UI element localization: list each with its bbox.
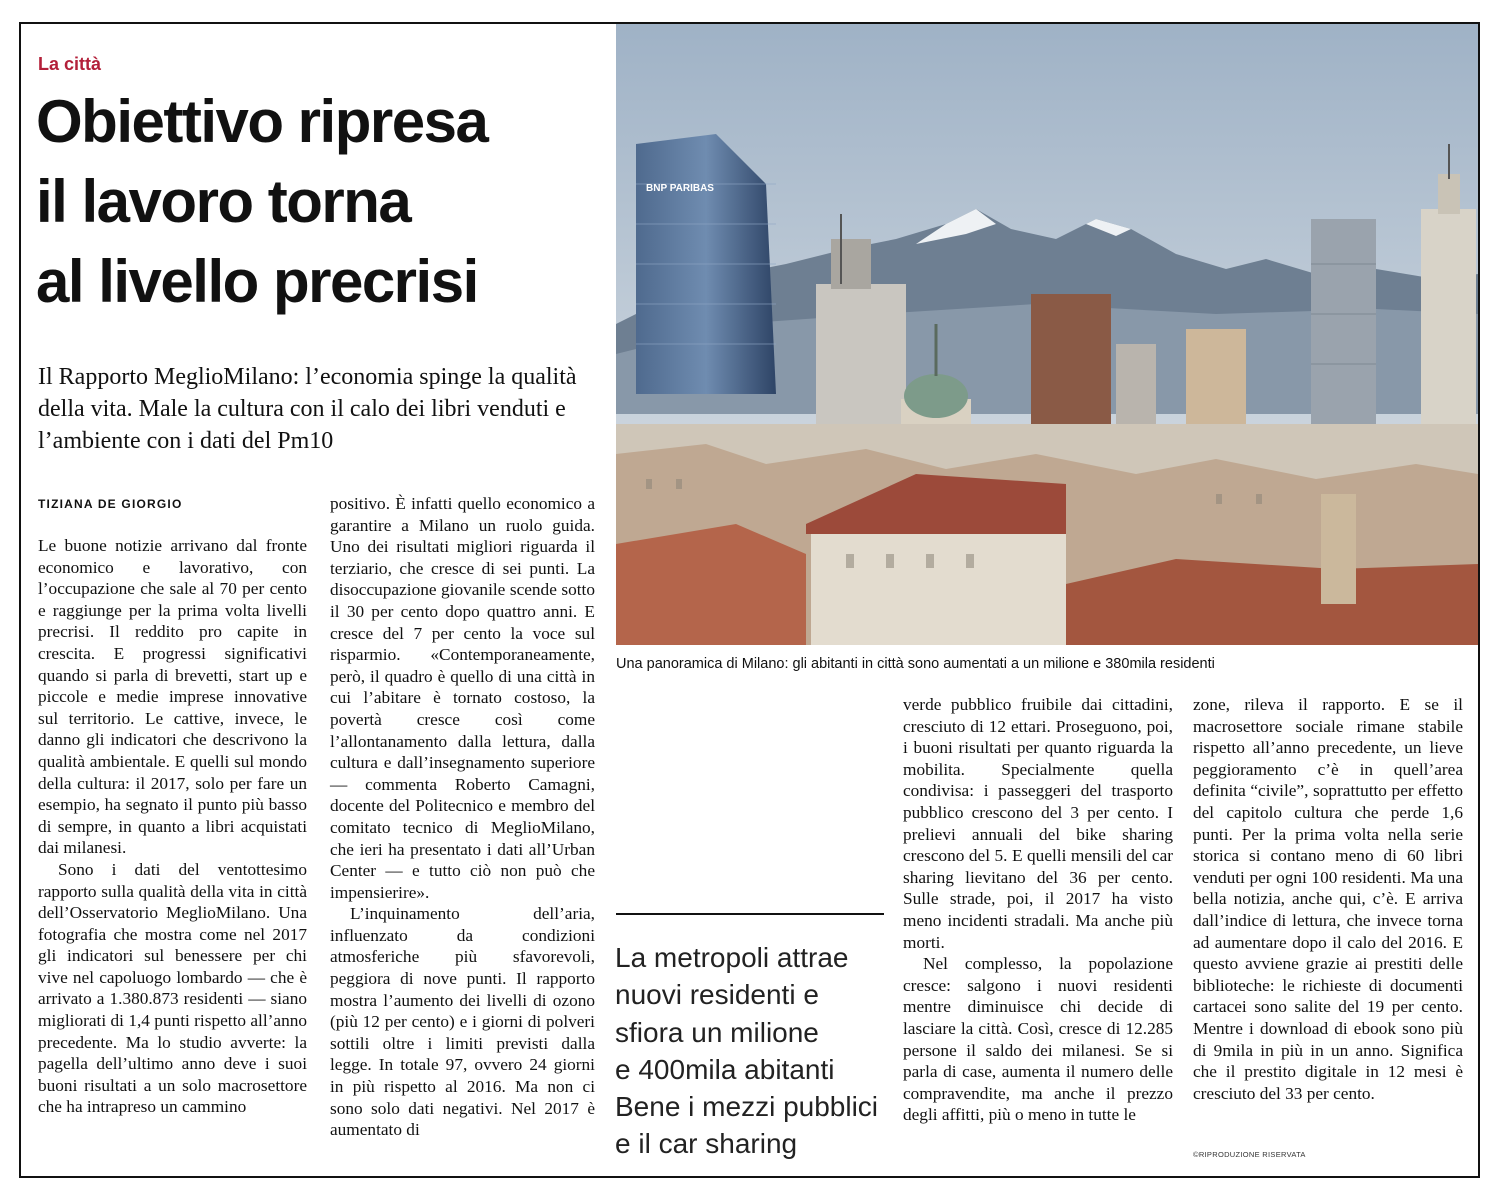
body-paragraph: L’inquinamento dell’aria, influenzato da condizioni atmosferiche più sfavorevoli, peggiora di nove punti. Il rapporto mostra l’aumento dei livelli di ozono (più 12 per cento) e i giorni di polveri sottili oltre i limiti previsti dalla legge. In totale 97, ovvero 24 giorni in più rispetto al 2016. Ma non ci sono solo dati negativi. Nel 2017 è aumentato di — [330, 904, 595, 1140]
city-skyline-photo — [616, 24, 1478, 645]
headline — [36, 82, 606, 321]
body-column-1 — [38, 535, 307, 1118]
body-column-3 — [903, 694, 1173, 1126]
body-paragraph: verde pubblico fruibile dai cittadini, cresciuto di 12 ettari. Proseguono, poi, i buoni risultati per quanto riguarda la mobilita. Specialmente quella condivisa: i passeggeri del trasporto pubblico crescono del 3 per cento. I prelievi annuali del bike sharing crescono del 5. E quelli mensili del car sharing lievitano del 36 per cento. Sulle strade, poi, il 2017 ha visto meno incidenti stradali. Ma anche più morti. — [903, 695, 1173, 952]
photo-caption: Una panoramica di Milano: gli abitanti in città sono aumentati a un milione e 380mila residenti — [616, 656, 1215, 672]
section-label: La città — [38, 54, 102, 74]
pullquote-line: e il car sharing — [615, 1128, 798, 1160]
body-paragraph: Sono i dati del ventottesimo rapporto sulla qualità della vita in città dell’Osservatorio MeglioMilano. Una fotografia che mostra come nel 2017 gli indicatori sul benessere per chi vive nel capoluogo lombardo — che è arrivato a 1.380.873 residenti — siano migliorati di 1,4 punti rispetto all’anno precedente. Ma lo studio avverte: la pagella dell’ultimo anno deve i suoi buoni risultati a un solo macrosettore che ha intrapreso un cammino — [38, 859, 307, 1117]
headline-line: Obiettivo ripresa — [36, 88, 488, 155]
headline-line: il lavoro torna — [36, 167, 411, 235]
pullquote-line: e 400mila abitanti — [615, 1053, 835, 1085]
pullquote-line: La metropoli attrae — [615, 942, 849, 973]
body-column-4 — [1193, 694, 1463, 1104]
pullquote — [615, 939, 900, 1163]
body-paragraph: positivo. È infatti quello economico a garantire a Milano un ruolo guida. Uno dei risultati migliori riguarda il terziario, che cresce di sei punti. La disoccupazione giovanile scende sotto il 30 per cento dopo quattro anni. E cresce del 7 per cento la voce sul risparmio. «Contemporaneamente, però, il quadro è quello di una città in cui l’abitare è tornato costoso, la povertà cresce così come l’allontanamento dalla lettura, dalla cultura e dall’insegnamento superiore — commenta Roberto Camagni, docente del Politecnico e membro del comitato tecnico di MeglioMilano, che ieri ha presentato i dati all’Urban Center — e tutto ciò non può che impensierire». — [330, 494, 595, 902]
body-paragraph: zone, rileva il rapporto. E se il macrosettore sociale rimane stabile rispetto all’anno precedente, un lieve peggioramento c’è in quell’area definita “civile”, soprattutto per effetto del capitolo cultura che perde 1,6 punti. Per la prima volta nella serie storica si contano meno di 60 libri venduti per ogni 100 residenti. Ma una bella notizia, anche qui, c’è. E arriva dall’indice di lettura, che invece torna ad aumentare dopo il calo del 2016. E questo avviene grazie ai prestiti delle biblioteche: le richieste di documenti cartacei sono salite del 19 per cento. Mentre i download di ebook sono più di 9mila in più in un anno. Significa che il prestito digitale in 12 mesi è cresciuto del 33 per cento. — [1193, 695, 1463, 1103]
pullquote-line: sfiora un milione — [615, 1016, 819, 1048]
body-column-2 — [330, 493, 595, 1141]
pullquote-rule — [616, 913, 884, 915]
building-sign: BNP PARIBAS — [646, 183, 714, 194]
subheadline: Il Rapporto MeglioMilano: l’economia spinge la qualità della vita. Male la cultura con il calo dei libri venduti e l’ambiente con i dati del Pm10 — [38, 364, 577, 454]
skyline-illustration — [616, 24, 1478, 645]
pullquote-line: Bene i mezzi pubblici — [615, 1091, 879, 1123]
copyright-notice: ©RIPRODUZIONE RISERVATA — [1193, 1150, 1306, 1159]
body-paragraph: Nel complesso, la popolazione cresce: salgono i nuovi residenti mentre diminuisce chi decide di lasciare la città. Così, cresce di 12.285 persone il saldo dei milanesi. Se si parla di case, aumenta il numero delle compravendite, ma anche il prezzo degli affitti, più o meno in tutte le — [903, 954, 1173, 1125]
headline-line: al livello precrisi — [36, 247, 478, 315]
body-paragraph: Le buone notizie arrivano dal fronte economico e lavorativo, con l’occupazione che sale al 70 per cento e raggiunge per la prima volta livelli precrisi. Il reddito pro capite in crescita. E progressi significativi quando si parla di brevetti, start up e piccole e medie imprese innovative sul territorio. Le cattive, invece, le danno gli indicatori che descrivono la qualità ambientale. E quelli sul mondo della cultura: il 2017, solo per fare un esempio, ha segnato il punto più basso di sempre, in quanto a libri acquistati dai milanesi. — [38, 536, 307, 858]
byline: TIZIANA DE GIORGIO — [38, 497, 183, 511]
pullquote-line: nuovi residenti e — [615, 979, 819, 1011]
